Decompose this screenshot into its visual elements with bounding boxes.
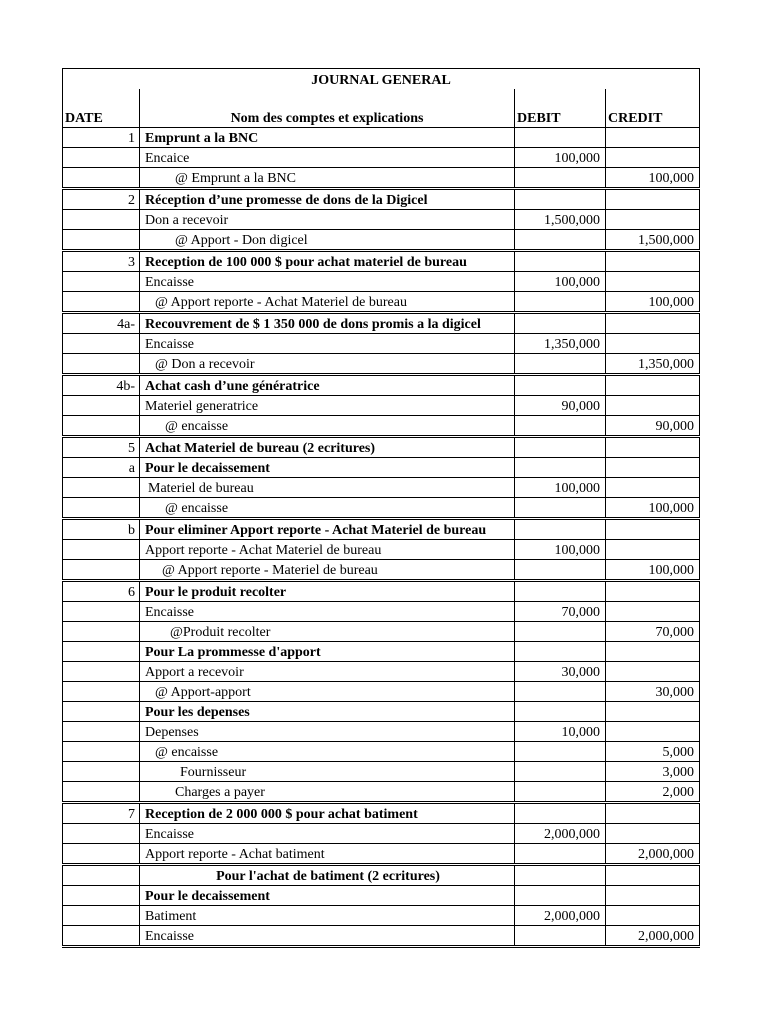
- entry-date: [63, 602, 140, 622]
- account-name: Recouvrement de $ 1 350 000 de dons promis a la digicel: [140, 313, 515, 334]
- debit-amount: 30,000: [515, 662, 606, 682]
- entry-date: 3: [63, 251, 140, 272]
- credit-amount: 90,000: [606, 416, 700, 437]
- credit-amount: [606, 540, 700, 560]
- entry-date: a: [63, 458, 140, 478]
- debit-amount: [515, 702, 606, 722]
- account-name: Materiel de bureau: [140, 478, 515, 498]
- journal-entry-heading-row: [63, 437, 700, 458]
- debit-amount: [515, 581, 606, 602]
- account-name: Achat Materiel de bureau (2 ecritures): [140, 437, 515, 458]
- entry-date: [63, 354, 140, 375]
- account-name: @ encaisse: [140, 498, 515, 519]
- credit-amount: [606, 702, 700, 722]
- credit-amount: 70,000: [606, 622, 700, 642]
- entry-date: [63, 148, 140, 168]
- credit-amount: [606, 581, 700, 602]
- journal-entry-heading-row: [63, 886, 700, 906]
- journal-line-row: [63, 396, 700, 416]
- account-name: Pour le decaissement: [140, 458, 515, 478]
- entry-date: 1: [63, 128, 140, 148]
- credit-amount: 1,500,000: [606, 230, 700, 251]
- debit-amount: 90,000: [515, 396, 606, 416]
- entry-date: [63, 334, 140, 354]
- journal-entry-heading-row: [63, 865, 700, 886]
- account-name: Pour le decaissement: [140, 886, 515, 906]
- credit-amount: [606, 824, 700, 844]
- credit-amount: [606, 906, 700, 926]
- journal-title: JOURNAL GENERAL: [63, 69, 700, 90]
- entry-date: b: [63, 519, 140, 540]
- journal-line-row: [63, 498, 700, 519]
- debit-amount: 70,000: [515, 602, 606, 622]
- account-name: Pour La prommesse d'apport: [140, 642, 515, 662]
- credit-amount: 30,000: [606, 682, 700, 702]
- journal-line-row: [63, 540, 700, 560]
- account-name: @ Apport reporte - Achat Materiel de bureau: [140, 292, 515, 313]
- header-debit: DEBIT: [515, 89, 606, 128]
- entry-date: 2: [63, 189, 140, 210]
- entry-date: [63, 622, 140, 642]
- account-name: Materiel generatrice: [140, 396, 515, 416]
- entry-date: [63, 272, 140, 292]
- journal-line-row: [63, 682, 700, 702]
- entry-date: [63, 642, 140, 662]
- credit-amount: 2,000: [606, 782, 700, 803]
- credit-amount: [606, 803, 700, 824]
- account-name: Fournisseur: [140, 762, 515, 782]
- debit-amount: 1,500,000: [515, 210, 606, 230]
- credit-amount: [606, 662, 700, 682]
- credit-amount: [606, 251, 700, 272]
- account-name: Pour l'achat de batiment (2 ecritures): [140, 865, 515, 886]
- account-name: Reception de 100 000 $ pour achat materiel de bureau: [140, 251, 515, 272]
- credit-amount: [606, 313, 700, 334]
- credit-amount: 5,000: [606, 742, 700, 762]
- debit-amount: 2,000,000: [515, 824, 606, 844]
- credit-amount: [606, 375, 700, 396]
- account-name: Pour le produit recolter: [140, 581, 515, 602]
- account-name: Encaice: [140, 148, 515, 168]
- debit-amount: [515, 128, 606, 148]
- journal-entry-heading-row: [63, 375, 700, 396]
- debit-amount: [515, 230, 606, 251]
- debit-amount: [515, 926, 606, 947]
- account-name: Encaisse: [140, 602, 515, 622]
- journal-entry-heading-row: [63, 642, 700, 662]
- journal-line-row: [63, 230, 700, 251]
- entry-date: [63, 662, 140, 682]
- credit-amount: [606, 189, 700, 210]
- journal-line-row: [63, 622, 700, 642]
- journal-line-row: [63, 478, 700, 498]
- entry-date: [63, 168, 140, 189]
- entry-date: [63, 396, 140, 416]
- account-name: Réception d’une promesse de dons de la Digicel: [140, 189, 515, 210]
- debit-amount: 100,000: [515, 478, 606, 498]
- journal-entry-heading-row: [63, 581, 700, 602]
- entry-date: [63, 210, 140, 230]
- entry-date: [63, 478, 140, 498]
- debit-amount: [515, 560, 606, 581]
- debit-amount: [515, 622, 606, 642]
- journal-entry-heading-row: [63, 702, 700, 722]
- account-name: Apport a recevoir: [140, 662, 515, 682]
- entry-date: [63, 844, 140, 865]
- entry-date: 4b-: [63, 375, 140, 396]
- entry-date: [63, 230, 140, 251]
- entry-date: [63, 702, 140, 722]
- header-credit: CREDIT: [606, 89, 700, 128]
- debit-amount: [515, 498, 606, 519]
- entry-date: [63, 782, 140, 803]
- credit-amount: [606, 722, 700, 742]
- credit-amount: [606, 865, 700, 886]
- account-name: Apport reporte - Achat Materiel de bureau: [140, 540, 515, 560]
- credit-amount: [606, 148, 700, 168]
- entry-date: [63, 560, 140, 581]
- debit-amount: [515, 416, 606, 437]
- debit-amount: 100,000: [515, 540, 606, 560]
- journal-line-row: [63, 824, 700, 844]
- account-name: Don a recevoir: [140, 210, 515, 230]
- credit-amount: [606, 334, 700, 354]
- journal-entry-heading-row: [63, 803, 700, 824]
- account-name: @ Apport reporte - Materiel de bureau: [140, 560, 515, 581]
- journal-line-row: [63, 782, 700, 803]
- entry-date: [63, 824, 140, 844]
- journal-line-row: [63, 354, 700, 375]
- entry-date: [63, 865, 140, 886]
- debit-amount: [515, 844, 606, 865]
- credit-amount: 100,000: [606, 292, 700, 313]
- journal-entry-heading-row: [63, 458, 700, 478]
- account-name: @ encaisse: [140, 416, 515, 437]
- credit-amount: [606, 210, 700, 230]
- account-name: @ encaisse: [140, 742, 515, 762]
- debit-amount: [515, 313, 606, 334]
- journal-entry-heading-row: [63, 189, 700, 210]
- account-name: Reception de 2 000 000 $ pour achat batiment: [140, 803, 515, 824]
- account-name: Encaisse: [140, 334, 515, 354]
- journal-entry-heading-row: [63, 313, 700, 334]
- credit-amount: 100,000: [606, 560, 700, 581]
- account-name: @ Emprunt a la BNC: [140, 168, 515, 189]
- debit-amount: [515, 189, 606, 210]
- journal-table: [62, 68, 700, 948]
- journal-body: [63, 128, 700, 947]
- account-name: @ Apport - Don digicel: [140, 230, 515, 251]
- debit-amount: 100,000: [515, 148, 606, 168]
- entry-date: 6: [63, 581, 140, 602]
- debit-amount: 10,000: [515, 722, 606, 742]
- debit-amount: [515, 458, 606, 478]
- journal-line-row: [63, 844, 700, 865]
- journal-line-row: [63, 416, 700, 437]
- journal-title-row: [63, 69, 700, 90]
- journal-line-row: [63, 168, 700, 189]
- entry-date: [63, 292, 140, 313]
- entry-date: 7: [63, 803, 140, 824]
- journal-entry-heading-row: [63, 128, 700, 148]
- journal-line-row: [63, 906, 700, 926]
- debit-amount: [515, 782, 606, 803]
- debit-amount: [515, 375, 606, 396]
- entry-date: [63, 540, 140, 560]
- journal-line-row: [63, 602, 700, 622]
- account-name: Encaisse: [140, 272, 515, 292]
- account-name: Charges a payer: [140, 782, 515, 803]
- account-name: Encaisse: [140, 926, 515, 947]
- entry-date: [63, 416, 140, 437]
- debit-amount: 1,350,000: [515, 334, 606, 354]
- entry-date: [63, 742, 140, 762]
- entry-date: 5: [63, 437, 140, 458]
- entry-date: [63, 682, 140, 702]
- credit-amount: 3,000: [606, 762, 700, 782]
- credit-amount: [606, 272, 700, 292]
- header-date: DATE: [63, 89, 140, 128]
- debit-amount: [515, 168, 606, 189]
- debit-amount: [515, 682, 606, 702]
- account-name: Achat cash d’une génératrice: [140, 375, 515, 396]
- entry-date: [63, 906, 140, 926]
- journal-line-row: [63, 722, 700, 742]
- journal-line-row: [63, 742, 700, 762]
- credit-amount: 100,000: [606, 498, 700, 519]
- journal-entry-heading-row: [63, 519, 700, 540]
- debit-amount: [515, 803, 606, 824]
- journal-line-row: [63, 560, 700, 581]
- credit-amount: [606, 519, 700, 540]
- debit-amount: [515, 642, 606, 662]
- account-name: Pour eliminer Apport reporte - Achat Materiel de bureau: [140, 519, 515, 540]
- credit-amount: [606, 437, 700, 458]
- debit-amount: [515, 742, 606, 762]
- account-name: Apport reporte - Achat batiment: [140, 844, 515, 865]
- account-name: Pour les depenses: [140, 702, 515, 722]
- account-name: Batiment: [140, 906, 515, 926]
- debit-amount: 2,000,000: [515, 906, 606, 926]
- account-name: Encaisse: [140, 824, 515, 844]
- credit-amount: [606, 396, 700, 416]
- account-name: @Produit recolter: [140, 622, 515, 642]
- journal-line-row: [63, 762, 700, 782]
- credit-amount: [606, 458, 700, 478]
- debit-amount: [515, 292, 606, 313]
- credit-amount: 1,350,000: [606, 354, 700, 375]
- debit-amount: [515, 251, 606, 272]
- credit-amount: [606, 478, 700, 498]
- journal-line-row: [63, 926, 700, 947]
- debit-amount: [515, 437, 606, 458]
- account-name: @ Don a recevoir: [140, 354, 515, 375]
- credit-amount: 2,000,000: [606, 926, 700, 947]
- account-name: Depenses: [140, 722, 515, 742]
- journal-line-row: [63, 210, 700, 230]
- entry-date: [63, 886, 140, 906]
- credit-amount: [606, 886, 700, 906]
- debit-amount: [515, 519, 606, 540]
- entry-date: [63, 762, 140, 782]
- journal-line-row: [63, 662, 700, 682]
- account-name: Emprunt a la BNC: [140, 128, 515, 148]
- debit-amount: 100,000: [515, 272, 606, 292]
- entry-date: [63, 926, 140, 947]
- debit-amount: [515, 762, 606, 782]
- debit-amount: [515, 354, 606, 375]
- header-account: Nom des comptes et explications: [140, 89, 515, 128]
- entry-date: [63, 722, 140, 742]
- entry-date: 4a-: [63, 313, 140, 334]
- credit-amount: [606, 642, 700, 662]
- credit-amount: 2,000,000: [606, 844, 700, 865]
- journal-line-row: [63, 334, 700, 354]
- entry-date: [63, 498, 140, 519]
- journal-line-row: [63, 272, 700, 292]
- journal-line-row: [63, 148, 700, 168]
- journal-entry-heading-row: [63, 251, 700, 272]
- credit-amount: [606, 128, 700, 148]
- debit-amount: [515, 865, 606, 886]
- journal-line-row: [63, 292, 700, 313]
- credit-amount: [606, 602, 700, 622]
- credit-amount: 100,000: [606, 168, 700, 189]
- debit-amount: [515, 886, 606, 906]
- account-name: @ Apport-apport: [140, 682, 515, 702]
- column-header-row: [63, 89, 700, 128]
